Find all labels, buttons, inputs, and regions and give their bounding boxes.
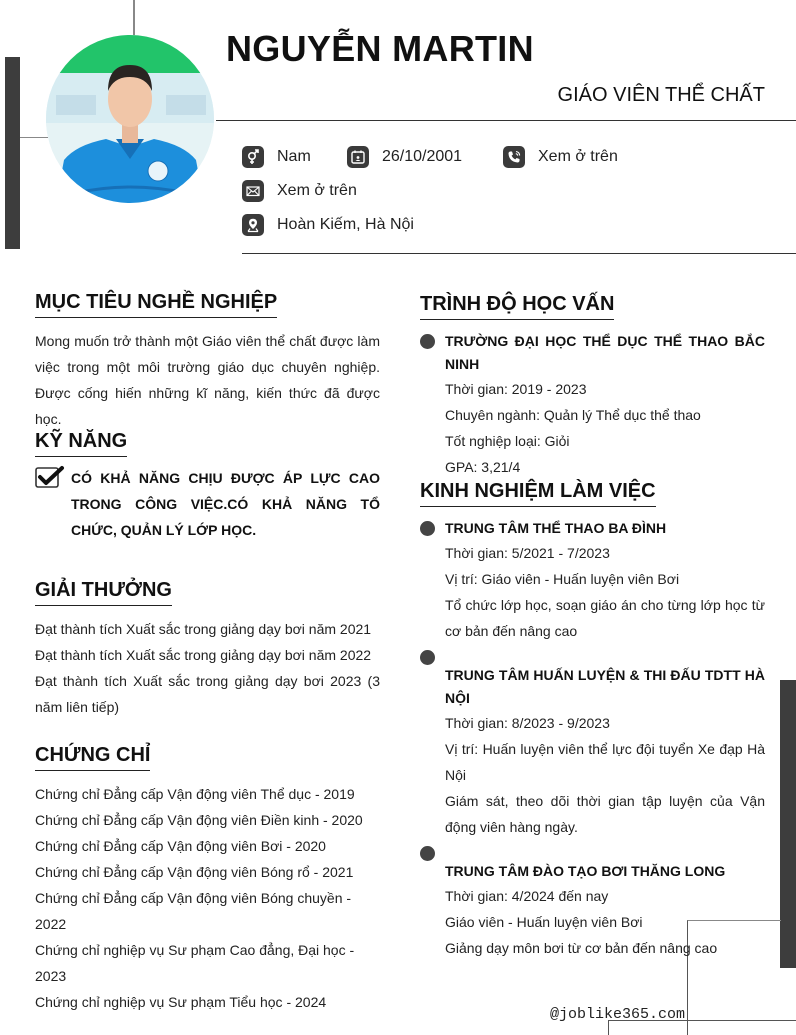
school-name: TRƯỜNG ĐẠI HỌC THỂ DỤC THỂ THAO BẮC NINH (445, 333, 765, 372)
certificate-item: Chứng chỉ Đẳng cấp Vận động viên Bóng chuyền - 2022 (35, 890, 352, 932)
experience-line: Vị trí: Giáo viên - Huấn luyện viên Bơi (445, 571, 680, 587)
contact-address (242, 214, 414, 236)
section-experience (420, 480, 765, 961)
profile-photo (46, 35, 214, 203)
experience-entry (420, 650, 765, 840)
certificate-item: Chứng chỉ Đẳng cấp Vận động viên Bóng rổ - 2021 (35, 864, 354, 880)
phone-value: Xem ở trên (538, 148, 618, 165)
education-title: TRÌNH ĐỘ HỌC VẤN (420, 293, 614, 320)
calendar-icon (347, 146, 369, 168)
bullet-dot (420, 650, 435, 665)
bullet-dot (420, 521, 435, 536)
bullet-dot (420, 334, 435, 349)
awards-title: GIẢI THƯỞNG (35, 579, 172, 606)
contact-email[interactable] (242, 180, 357, 202)
checkbox-checked-icon (35, 465, 65, 489)
email-value: Xem ở trên (277, 182, 357, 199)
experience-title: KINH NGHIỆM LÀM VIỆC (420, 480, 656, 507)
experience-line: Thời gian: 5/2021 - 7/2023 (445, 545, 610, 561)
company-name: TRUNG TÂM ĐÀO TẠO BƠI THĂNG LONG (445, 863, 726, 879)
experience-line: Tổ chức lớp học, soạn giáo án cho từng lớp học từ cơ bản đến nâng cao (445, 597, 765, 639)
section-skills (35, 430, 380, 543)
bullet-dot (420, 846, 435, 861)
skills-title: KỸ NĂNG (35, 430, 127, 457)
contact-birthday (347, 146, 462, 168)
candidate-name: NGUYỄN MARTIN (226, 28, 534, 69)
certificate-item: Chứng chỉ Đẳng cấp Vận động viên Bơi - 2020 (35, 838, 326, 854)
experience-line: Giáo viên - Huấn luyện viên Bơi (445, 914, 643, 930)
education-entry (420, 330, 765, 480)
decorative-line-top (133, 0, 135, 38)
company-name: TRUNG TÂM HUẤN LUYỆN & THI ĐẤU TDTT HÀ NỘI (445, 667, 765, 706)
experience-line: Giảng dạy môn bơi từ cơ bản đến nâng cao (445, 940, 718, 956)
section-awards (35, 579, 380, 720)
decorative-line-left (20, 137, 48, 138)
skill-text: CÓ KHẢ NĂNG CHỊU ĐƯỢC ÁP LỰC CAO TRONG CÔNG VIỆC.CÓ KHẢ NĂNG TỔ CHỨC, QUẢN LÝ LỚP HỌC. (71, 470, 380, 538)
section-education (420, 293, 765, 480)
experience-line: Giám sát, theo dõi thời gian tập luyện của Vận động viên hàng ngày. (445, 793, 765, 835)
award-item: Đạt thành tích Xuất sắc trong giảng dạy bơi 2023 (3 năm liên tiếp) (35, 673, 380, 715)
objective-title: MỤC TIÊU NGHỀ NGHIỆP (35, 291, 277, 318)
contact-gender (242, 146, 311, 168)
decorative-bar-right (780, 680, 796, 968)
experience-line: Thời gian: 8/2023 - 9/2023 (445, 715, 610, 731)
certificate-item: Chứng chỉ Đẳng cấp Vận động viên Thể dục - 2019 (35, 786, 355, 802)
section-certificates (35, 744, 380, 1015)
gender-value: Nam (277, 148, 311, 165)
job-title: GIÁO VIÊN THỂ CHẤT (557, 84, 765, 106)
contact-phone[interactable] (503, 146, 618, 168)
experience-entry (420, 846, 765, 961)
education-line: Thời gian: 2019 - 2023 (445, 381, 587, 397)
experience-line: Vị trí: Huấn luyện viên thể lực đội tuyển Xe đạp Hà Nội (445, 741, 765, 783)
skill-item (35, 465, 380, 543)
mail-icon (242, 180, 264, 202)
address-value: Hoàn Kiếm, Hà Nội (277, 216, 414, 233)
certificate-item: Chứng chỉ nghiệp vụ Sư phạm Tiểu học - 2024 (35, 994, 327, 1010)
section-objective (35, 291, 380, 432)
award-item: Đạt thành tích Xuất sắc trong giảng dạy bơi năm 2022 (35, 647, 372, 663)
objective-text: Mong muốn trở thành một Giáo viên thể chất được làm việc trong một môi trường giáo dục chuyên nghiệp. Được cống hiến những kĩ năng, kiến thức đã được học. (35, 333, 380, 427)
phone-icon (503, 146, 525, 168)
header-divider (216, 120, 796, 121)
avatar (46, 35, 214, 203)
gender-icon (242, 146, 264, 168)
decorative-bar-left (5, 57, 20, 249)
education-line: GPA: 3,21/4 (445, 459, 521, 475)
location-icon (242, 214, 264, 236)
certificate-item: Chứng chỉ Đẳng cấp Vận động viên Điền kinh - 2020 (35, 812, 363, 828)
certificates-title: CHỨNG CHỈ (35, 744, 150, 771)
experience-line: Thời gian: 4/2024 đến nay (445, 888, 609, 904)
contact-divider (242, 253, 796, 254)
award-item: Đạt thành tích Xuất sắc trong giảng dạy bơi năm 2021 (35, 621, 372, 637)
education-line: Chuyên ngành: Quản lý Thể dục thể thao (445, 407, 701, 423)
company-name: TRUNG TÂM THỂ THAO BA ĐÌNH (445, 520, 667, 536)
birthday-value: 26/10/2001 (382, 148, 463, 165)
experience-entry (420, 517, 765, 644)
footer-watermark: @joblike365.com (550, 1006, 686, 1023)
certificate-item: Chứng chỉ nghiệp vụ Sư phạm Cao đẳng, Đại học - 2023 (35, 942, 355, 984)
education-line: Tốt nghiệp loại: Giỏi (445, 433, 570, 449)
